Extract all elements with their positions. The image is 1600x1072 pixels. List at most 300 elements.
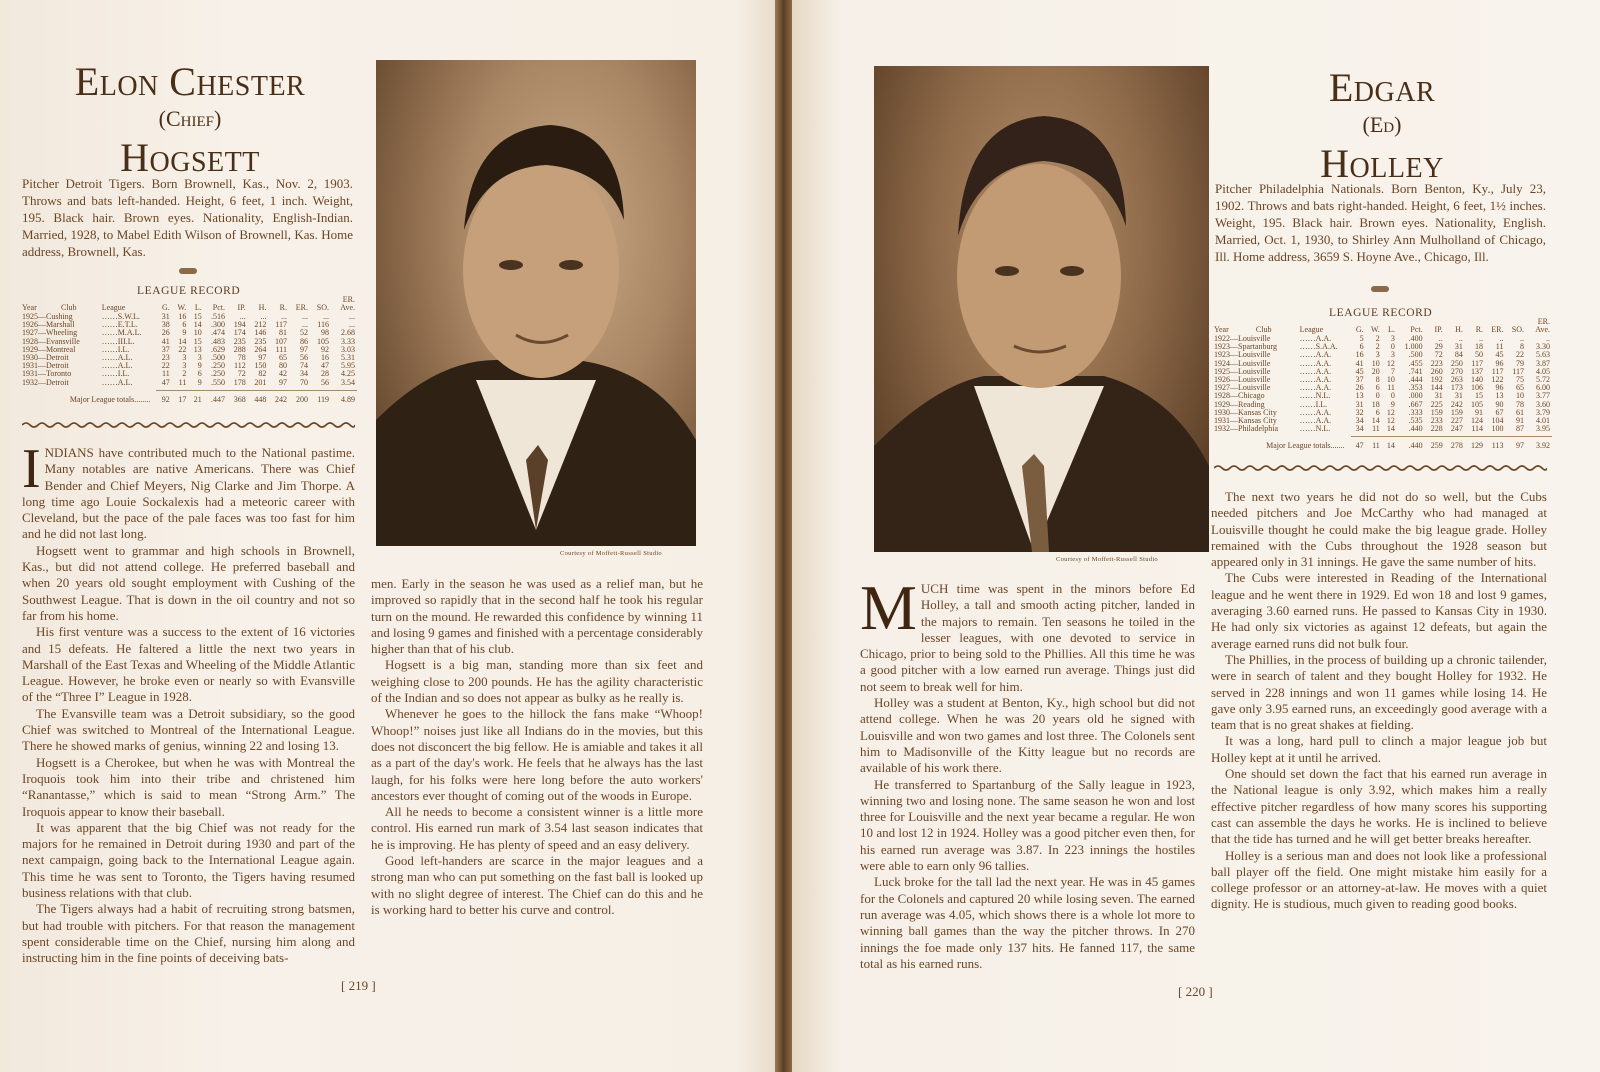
cell-pct: .483 <box>211 336 226 346</box>
cell-pct: .629 <box>211 344 226 354</box>
article-paragraph: INDIANS have contributed much to the National pastime. Many notables are native Americans. There was Chief Bender and Chief Meyers, Nig Clarke and Jim Thorpe. A long time ago Louie Sockalexis had a meteoric career with Cleveland, but the pace of the pale faces was too fast for him and he did not last long. <box>22 438 355 542</box>
cell-r: 65 <box>279 353 287 363</box>
cell-year-club: 1922—Louisville <box>1214 334 1271 343</box>
ornament-divider <box>179 268 197 274</box>
cell-so: 87 <box>1516 424 1524 434</box>
cell-year-club: 1929—Reading <box>1214 399 1265 409</box>
cell-league: ……N.L. <box>1299 391 1331 401</box>
leader-dots: …… <box>1299 350 1316 360</box>
article-paragraph: The Cubs were interested in Reading of the International league and he went there in 1929. Ed won 18 and lost 9 games, averaging 3.60 earned runs. He passed to Kansas City in 1930. He had only six victories as against 12 defeats, but again the average earned runs did not bulk four. <box>1211 570 1547 651</box>
wavy-divider <box>22 421 355 429</box>
cell-so: 78 <box>1516 399 1524 409</box>
cell-l: 10 <box>1386 375 1395 385</box>
article-paragraph: Whenever he goes to the hillock the fans make “Whoop! Whoop!” noises just like all Indians do in the movies, but this does not disconcert the big fellow. He is amiable and takes it all as a part of the day's work. He feels that he always has the last laugh, for his folks were here long before the auto workers' ancestors ever thought of coming out of the woods in Europe. <box>371 706 703 803</box>
cell-pct: .550 <box>211 377 226 387</box>
article-paragraph: Luck broke for the tall lad the next year. He was in 45 games for the Colonels and captured 20 while losing seven. The earned run average was 4.05, which shows there is a whole lot more to winning ball games than the way the pitcher throws. In 270 innings the foe made only 137 hits. He fanned 117, the same total as his earned runs. <box>860 874 1195 971</box>
cell-l: 0 <box>1390 391 1395 401</box>
page-number: [ 219 ] <box>341 978 376 993</box>
cell-so: 75 <box>1516 375 1524 385</box>
cell-era: 2.68 <box>341 328 355 338</box>
cell-g: 22 <box>161 361 170 371</box>
cell-year-club: 1924—Louisville <box>1214 358 1271 368</box>
leader-dots: …… <box>101 361 118 371</box>
article-column-2 <box>371 576 703 918</box>
cell-ip: 78 <box>237 353 246 363</box>
cell-er: 104 <box>1491 416 1504 426</box>
cell-league: ……A.L. <box>101 361 133 371</box>
league-record-title: LEAGUE RECORD <box>137 285 241 297</box>
article-column-1 <box>22 438 355 967</box>
cell-g: 41 <box>1355 358 1364 368</box>
cell-g: 11 <box>162 369 170 379</box>
leader-dots: …… <box>101 336 118 346</box>
cell-era: 6.00 <box>1536 383 1550 393</box>
cell-l: 3 <box>1390 334 1395 343</box>
cell-l: 9 <box>197 361 202 371</box>
leader-dots: …… <box>101 377 118 387</box>
col-w: W. <box>1370 324 1380 334</box>
cell-r: 114 <box>1471 424 1484 434</box>
cell-w: 3 <box>182 353 187 363</box>
cell-year-club: 1926—Louisville <box>1214 375 1271 385</box>
cell-league: ……A.A. <box>1299 375 1332 385</box>
cell-league: ……III.L. <box>101 336 135 346</box>
cell-w: 11 <box>1372 424 1380 434</box>
col-g: G. <box>161 302 170 312</box>
cell-year-club: 1930—Kansas City <box>1214 407 1277 417</box>
cell-league: ……I.L. <box>101 369 130 379</box>
leader-dots: …… <box>1299 416 1316 426</box>
cell-ip: 288 <box>233 344 246 354</box>
cell-h: 82 <box>258 369 267 379</box>
cell-er: 74 <box>299 361 308 371</box>
cell-league: ……A.A. <box>1299 383 1332 393</box>
cell-l: 6 <box>197 369 202 379</box>
col-era: ER. Ave. <box>1535 317 1550 334</box>
photo-caption: Courtesy of Moffett-Russell Studio <box>560 550 662 557</box>
cell-so: 98 <box>321 328 329 338</box>
cell-year-club: 1925—Cushing <box>22 312 73 321</box>
cell-h: 264 <box>254 344 267 354</box>
cell-g: 16 <box>1355 350 1364 360</box>
cell-h: 227 <box>1450 416 1463 426</box>
cell-r: 111 <box>275 344 287 354</box>
cell-so: .. <box>1520 334 1524 343</box>
article-column-1 <box>860 572 1195 972</box>
cell-pct: .667 <box>1408 399 1423 409</box>
left-page <box>0 0 775 1072</box>
cell-so: ... <box>323 312 329 321</box>
cell-g: 6 <box>1359 342 1364 352</box>
total-l: 21 <box>193 394 202 404</box>
player-last-name: Hogsett <box>120 135 260 180</box>
cell-w: 2 <box>182 369 187 379</box>
cell-pct: .250 <box>211 369 226 379</box>
cell-era: ... <box>349 312 355 321</box>
cell-so: 28 <box>321 369 329 379</box>
cell-so: 47 <box>321 361 329 371</box>
cell-er: 122 <box>1491 375 1504 385</box>
article-paragraph: men. Early in the season he was used as a relief man, but he improved so rapidly that in the second half he took his regular turn on the mound. He rewarded this confidence by winning 11 and losing 9 games and finished with a percentage considerably higher than that of his club. <box>371 576 703 657</box>
cell-w: 3 <box>182 361 187 371</box>
col-l: L. <box>194 302 202 312</box>
cell-league: ……A.A. <box>1299 350 1332 360</box>
cell-r: 137 <box>1471 366 1484 376</box>
cell-league: ……I.L. <box>101 344 130 354</box>
total-pct: .447 <box>211 394 226 404</box>
article-paragraph: Holley is a serious man and does not look like a professional ball player off the field. One might mistake him easily for a college professor or an attorney-at-law. He moves with a quiet dignity. He is studious, much given to reading good books. <box>1211 847 1547 912</box>
totals-label: Major League totals....... <box>1266 441 1345 451</box>
cell-era: .. <box>1546 334 1550 343</box>
article-paragraph: His first venture was a success to the extent of 16 victories and 15 defeats. He faltered a little the next two years in Marshall of the East Texas and Wheeling of the Middle Atlantic League. However, he broke even or nearly so with Evansville of the “Three I” League in 1928. <box>22 624 355 705</box>
col-r: R. <box>279 302 287 312</box>
cell-w: 14 <box>178 336 187 346</box>
cell-er: 34 <box>299 369 308 379</box>
cell-w: 20 <box>1371 366 1380 376</box>
cell-l: 12 <box>1386 407 1395 417</box>
cell-r: 18 <box>1475 342 1484 352</box>
article-paragraph: The next two years he did not do so well, but the Cubs needed pitchers and Joe McCarthy who had managed at Louisville thought he could make the big league grade. Holley remained with the Cubs throughout the 1928 season but appeared only in 31 innings. He gave the same number of hits. <box>1211 489 1547 570</box>
article-paragraph: Holley was a student at Benton, Ky., high school but did not attend college. When he was 20 years old he signed with Louisville and won two games and lost three. The Colonels sent him to Madisonville of the Kitty league but no records are available of his work there. <box>860 695 1195 776</box>
total-era: 4.89 <box>341 394 355 404</box>
cell-year-club: 1931—Toronto <box>22 369 72 379</box>
total-ip: 368 <box>233 394 246 404</box>
article-paragraph: It was a long, hard pull to clinch a major league job but Holley kept at it until he arrived. <box>1211 733 1547 765</box>
cell-league: ……A.A. <box>1299 416 1332 426</box>
cell-w: 8 <box>1375 375 1380 385</box>
totals-row <box>20 390 357 404</box>
cell-h: 235 <box>254 336 267 346</box>
cell-pct: .516 <box>211 312 226 321</box>
article-paragraph: All he needs to become a consistent winner is a little more control. His earned run mark of 3.54 last season indicates that he is improving. He has plenty of speed and an easy delivery. <box>371 804 703 852</box>
cell-pct: .474 <box>211 328 226 338</box>
leader-dots: …… <box>1299 391 1316 401</box>
col-h: H. <box>1455 324 1463 334</box>
cell-pct: .440 <box>1408 424 1423 434</box>
cell-league: ……A.L. <box>101 353 133 363</box>
article-column-2 <box>1211 489 1547 913</box>
cell-er: 67 <box>1495 407 1504 417</box>
cell-so: 117 <box>1512 366 1524 376</box>
cell-h: 250 <box>1450 358 1463 368</box>
cell-er: 90 <box>1495 399 1504 409</box>
cell-year-club: 1931—Kansas City <box>1214 416 1277 426</box>
cell-pct: .535 <box>1408 416 1423 426</box>
cell-pct: .000 <box>1408 391 1423 401</box>
cell-era: 4.25 <box>341 369 355 379</box>
col-pct: Pct. <box>1410 324 1423 334</box>
right-page <box>792 0 1600 1072</box>
col-er: ER. <box>295 302 308 312</box>
portrait-figure <box>376 60 696 546</box>
cell-league: ……M.A.L. <box>101 328 142 338</box>
page-number: [ 220 ] <box>1178 984 1213 999</box>
table-row <box>20 379 357 387</box>
cell-so: 8 <box>1520 342 1524 352</box>
cell-w: 22 <box>178 344 187 354</box>
cell-ip: 29 <box>1434 342 1443 352</box>
cell-year-club: 1925—Louisville <box>1214 366 1271 376</box>
cell-so: 116 <box>317 320 329 330</box>
cell-l: 14 <box>1386 424 1395 434</box>
cell-ip: 233 <box>1430 416 1443 426</box>
cell-w: 6 <box>182 320 187 330</box>
cell-g: 26 <box>1355 383 1364 393</box>
leader-dots: …… <box>101 320 118 330</box>
cell-er: 96 <box>1495 358 1504 368</box>
cell-g: 38 <box>161 320 170 330</box>
cell-er: 11 <box>1495 342 1504 352</box>
cell-r: 42 <box>279 369 287 379</box>
cell-l: 11 <box>1387 383 1395 393</box>
cell-league: ……E.T.L. <box>101 320 138 330</box>
totals-label: Major League totals........ <box>69 394 151 404</box>
cell-w: 11 <box>178 377 187 387</box>
cell-r: 117 <box>1471 358 1484 368</box>
cell-so: 91 <box>1516 416 1524 426</box>
cell-pct: .353 <box>1408 383 1423 393</box>
cell-era: 3.30 <box>1536 342 1550 352</box>
cell-pct: .300 <box>211 320 226 330</box>
cell-era: 5.95 <box>341 361 355 371</box>
cell-l: 3 <box>197 353 202 363</box>
leader-dots: …… <box>101 369 118 379</box>
cell-h: .. <box>1458 334 1463 343</box>
cell-g: 37 <box>1355 375 1364 385</box>
col-league: League <box>1299 324 1324 334</box>
cell-league: ……I.L. <box>1299 399 1328 409</box>
player-nickname: (Chief) <box>158 106 222 131</box>
cell-pct: .741 <box>1408 366 1423 376</box>
cell-h: 84 <box>1454 350 1463 360</box>
cell-er: 52 <box>299 328 308 338</box>
total-r: 129 <box>1471 441 1484 451</box>
leader-dots: …… <box>101 312 118 321</box>
cell-w: 0 <box>1375 391 1380 401</box>
cell-l: 12 <box>1386 416 1395 426</box>
cell-so: 56 <box>321 377 329 387</box>
cell-l: 7 <box>1390 366 1395 376</box>
cell-ip: .. <box>1438 334 1443 343</box>
cell-era: 3.77 <box>1536 391 1550 401</box>
cell-l: 13 <box>193 344 202 354</box>
cell-r: 106 <box>1471 383 1484 393</box>
cell-l: 3 <box>1390 350 1395 360</box>
leader-dots: …… <box>1299 424 1316 434</box>
cell-era: 3.95 <box>1536 424 1550 434</box>
cell-w: 18 <box>1371 399 1380 409</box>
cell-g: 5 <box>1359 334 1364 343</box>
leader-dots: …… <box>1299 383 1316 393</box>
cell-so: 79 <box>1516 358 1524 368</box>
ornament-divider <box>1371 286 1389 292</box>
cell-g: 13 <box>1355 391 1364 401</box>
cell-pct: .333 <box>1408 407 1423 417</box>
cell-er: .. <box>1499 334 1504 343</box>
cell-so: 10 <box>1516 391 1524 401</box>
cell-er: 86 <box>299 336 308 346</box>
cell-league: ……A.A. <box>1299 407 1332 417</box>
total-g: 47 <box>1355 441 1364 451</box>
league-record-body <box>1212 335 1552 451</box>
cell-pct: .500 <box>211 353 226 363</box>
col-r: R. <box>1475 324 1484 334</box>
cell-er: 100 <box>1491 424 1504 434</box>
cell-pct: .455 <box>1408 358 1423 368</box>
cell-r: 91 <box>1475 407 1484 417</box>
cell-r: 105 <box>1471 399 1484 409</box>
article-paragraph: Good left-handers are scarce in the major leagues and a strong man who can put something on the fast ball is looked up with no slight degree of interest. The Chief can do this and he is working hard to better his curve and control. <box>371 853 703 917</box>
total-er: 200 <box>295 394 308 404</box>
player-bio: Pitcher Philadelphia Nationals. Born Benton, Ky., July 23, 1902. Throws and bats right-handed. Height, 6 feet, 1½ inches. Weight, 195. Black hair. Brown eyes. Nationality, English. Married, Oct. 1, 1930, to Shirley Ann Mulholland of Chicago, Ill. Home address, 3659 S. Hoyne Ave., Chicago, Ill. <box>1215 181 1546 264</box>
cell-year-club: 1928—Evansville <box>22 336 80 346</box>
cell-er: ... <box>301 320 308 330</box>
col-so: SO. <box>316 302 329 312</box>
cell-g: 26 <box>161 328 170 338</box>
cell-h: 173 <box>1450 383 1463 393</box>
cell-ip: 31 <box>1434 391 1443 401</box>
cell-h: 31 <box>1454 391 1463 401</box>
cell-ip: 174 <box>233 328 246 338</box>
leader-dots: …… <box>1299 342 1316 352</box>
col-ip: IP. <box>1434 324 1443 334</box>
league-record-table <box>20 296 357 404</box>
cell-g: 23 <box>161 353 170 363</box>
cell-year-club: 1932—Detroit <box>22 377 69 387</box>
photo-caption: Courtesy of Moffett-Russell Studio <box>1056 556 1158 563</box>
player-portrait-photo <box>874 66 1209 552</box>
cell-l: 14 <box>193 320 202 330</box>
wavy-divider <box>1214 464 1547 472</box>
cell-ip: 225 <box>1430 399 1443 409</box>
cell-l: 9 <box>1390 399 1395 409</box>
table-header-row <box>1212 318 1552 335</box>
cell-g: 34 <box>1355 416 1364 426</box>
cell-r: 81 <box>279 328 287 338</box>
leader-dots: …… <box>101 353 118 363</box>
cell-er: ... <box>301 312 308 321</box>
cell-ip: ... <box>239 312 246 321</box>
cell-l: 10 <box>193 328 202 338</box>
cell-r: 107 <box>275 336 287 346</box>
leader-dots: …… <box>1299 366 1316 376</box>
leader-dots: …… <box>1299 334 1316 343</box>
cell-l: 0 <box>1390 342 1395 352</box>
cell-r: 117 <box>275 320 287 330</box>
total-h: 448 <box>254 394 267 404</box>
col-year: Year <box>22 302 37 312</box>
cell-league: ……A.L. <box>101 377 133 387</box>
cell-r: 140 <box>1471 375 1484 385</box>
cell-era: 3.03 <box>341 344 355 354</box>
player-portrait-photo <box>376 60 696 546</box>
cell-g: 31 <box>161 312 170 321</box>
leader-dots: …… <box>101 328 118 338</box>
cell-g: 32 <box>1355 407 1364 417</box>
cell-er: 70 <box>299 377 308 387</box>
cell-ip: 192 <box>1430 375 1443 385</box>
cell-l: 15 <box>193 312 202 321</box>
cell-h: 31 <box>1454 342 1463 352</box>
cell-era: 5.63 <box>1536 350 1550 360</box>
cell-w: 2 <box>1375 334 1380 343</box>
cell-ip: 144 <box>1430 383 1443 393</box>
cell-so: 16 <box>321 353 329 363</box>
cell-pct: 1.000 <box>1404 342 1423 352</box>
player-nickname: (Ed) <box>1362 112 1402 137</box>
drop-cap: I <box>22 438 41 500</box>
table-header-row <box>20 296 357 313</box>
cell-w: 16 <box>178 312 187 321</box>
cell-w: 9 <box>182 328 187 338</box>
article-paragraph: Hogsett went to grammar and high schools in Brownell, Kas., but did not attend college. He preferred baseball and when 20 years old sought employment with Cushing of the Southwest League. That is down in the oil country and not so far from his home. <box>22 542 355 623</box>
cell-l: 9 <box>197 377 202 387</box>
total-w: 17 <box>178 394 187 404</box>
cell-league: ……S.W.L. <box>101 312 140 321</box>
player-first-name: Edgar <box>1328 65 1436 110</box>
leader-dots: …… <box>1299 358 1316 368</box>
cell-w: 3 <box>1375 350 1380 360</box>
cell-h: 97 <box>258 353 267 363</box>
cell-g: 34 <box>1355 424 1364 434</box>
col-era: ER. Ave. <box>340 295 355 312</box>
cell-league: ……A.A. <box>1299 366 1332 376</box>
col-year: Year <box>1214 324 1229 334</box>
total-h: 278 <box>1450 441 1463 451</box>
total-so: 119 <box>317 394 329 404</box>
article-paragraph: The Tigers always had a habit of recruiting strong batsmen, but had trouble with pitchers. For that reason the management spent considerable time on the Chief, nursing him along and instructing him in the fine points of deceiving bats- <box>22 901 355 966</box>
cell-league: ……N.L. <box>1299 424 1331 434</box>
cell-w: 14 <box>1371 416 1380 426</box>
article-paragraph: Hogsett is a big man, standing more than six feet and weighing close to 200 pounds. He has the agility characteristic of the Indian and so does not appear as bulky as he really is. <box>371 657 703 706</box>
cell-year-club: 1931—Detroit <box>22 361 69 371</box>
cell-ip: 72 <box>237 369 246 379</box>
col-pct: Pct. <box>212 302 226 312</box>
cell-w: 2 <box>1375 342 1380 352</box>
col-h: H. <box>258 302 267 312</box>
player-name-heading <box>1222 65 1542 186</box>
cell-w: 6 <box>1375 383 1380 393</box>
cell-h: 247 <box>1450 424 1463 434</box>
cell-era: 3.54 <box>341 377 355 387</box>
totals-row <box>1212 437 1552 451</box>
cell-er: 117 <box>1491 366 1504 376</box>
total-r: 242 <box>275 394 287 404</box>
col-w: W. <box>177 302 187 312</box>
total-pct: .440 <box>1408 441 1423 451</box>
leader-dots: …… <box>1299 399 1316 409</box>
cell-h: 201 <box>254 377 267 387</box>
cell-era: 3.79 <box>1536 407 1550 417</box>
total-er: 113 <box>1491 441 1504 451</box>
cell-pct: .250 <box>211 361 226 371</box>
leader-dots: …… <box>1299 407 1316 417</box>
cell-era: 3.60 <box>1536 399 1550 409</box>
cell-er: 97 <box>299 344 308 354</box>
player-bio: Pitcher Detroit Tigers. Born Brownell, Kas., Nov. 2, 1903. Throws and bats left-handed. Height, 6 feet, 1 inch. Weight, 195. Black hair. Brown eyes. Nationality, English-Indian. Married, 1928, to Mabel Edith Wilson of Brownell, Kas. Home address, Brownell, Kas. <box>22 176 353 259</box>
cell-h: 212 <box>254 320 267 330</box>
total-ip: 259 <box>1430 441 1443 451</box>
total-g: 92 <box>161 394 170 404</box>
cell-league: ……S.A.A. <box>1299 342 1338 352</box>
cell-year-club: 1923—Louisville <box>1214 350 1271 360</box>
cell-r: ... <box>281 312 287 321</box>
cell-year-club: 1923—Spartanburg <box>1214 342 1277 352</box>
cell-h: ... <box>260 312 267 321</box>
player-first-name: Elon Chester <box>74 59 306 104</box>
cell-g: 37 <box>161 344 170 354</box>
cell-g: 41 <box>161 336 170 346</box>
